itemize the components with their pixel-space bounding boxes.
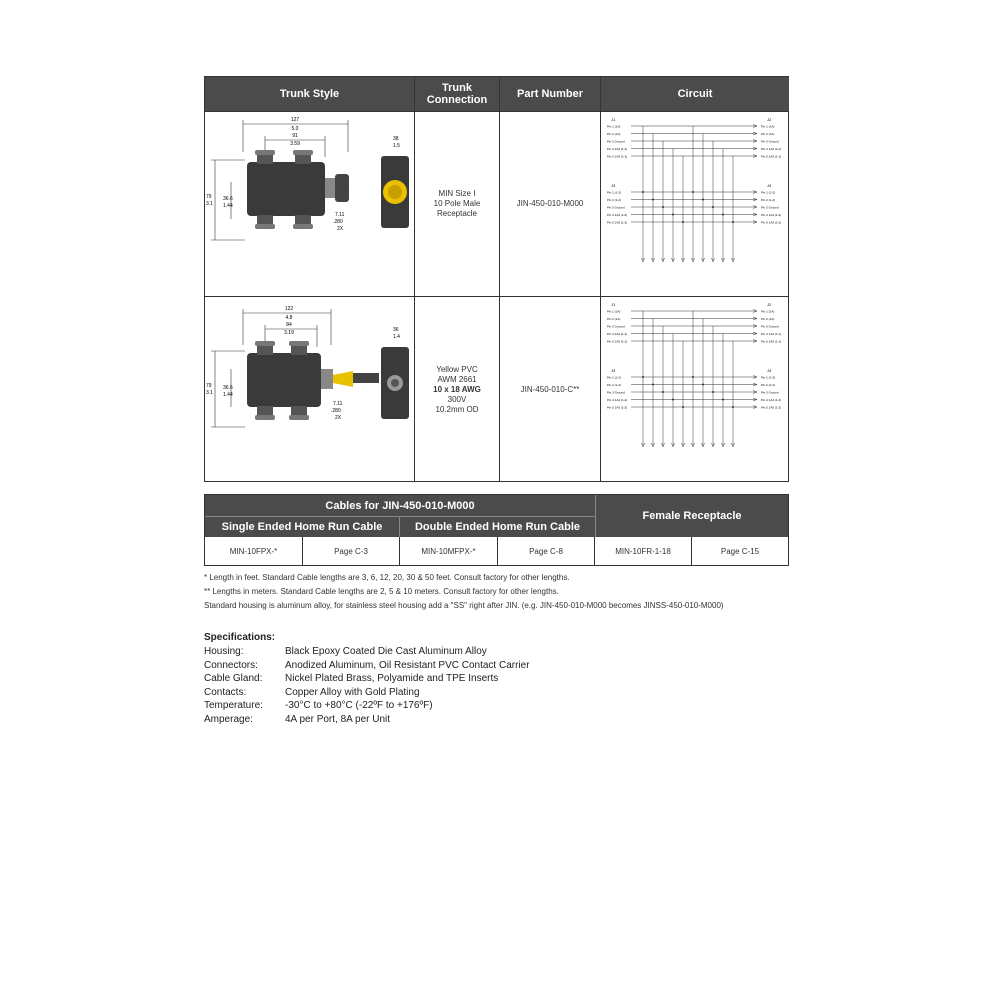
junction-drawing-receptacle (205, 112, 414, 296)
junction-dot (672, 214, 674, 216)
pin-label: Pin 3 Ground (607, 324, 625, 329)
single-ended-header: Single Ended Home Run Cable (205, 516, 400, 537)
dim-side-outer-in: 3.1 (206, 201, 213, 207)
connection-line: Receptacle (436, 209, 478, 218)
circuit-diagram-1 (601, 112, 789, 296)
junction-dot (642, 376, 644, 378)
dim-hole: 7.11 (333, 401, 343, 407)
dim-hole-in: .280 (331, 408, 341, 414)
dim-top-outer: 127 (290, 117, 300, 123)
dim-end-w-in: 1.5 (393, 143, 400, 149)
dim-top-inner: 91 (292, 133, 298, 139)
junction-dot (662, 391, 664, 393)
junction-dot (692, 191, 694, 193)
pin-label: Pin 2 (1A) (607, 132, 621, 136)
pin-label: Pin 3 Ground (761, 390, 779, 395)
pin-label: Pin 1 (1A) (607, 309, 621, 314)
end-view (381, 347, 409, 419)
junction-dot (672, 399, 674, 401)
part-number-1: JIN-450-010-M000 (516, 199, 584, 208)
note-meters: ** Lengths in meters. Standard Cable lengths are 2, 5 & 10 meters. Consult factory for other lengths. (204, 587, 559, 596)
dim-side-inner-in: 1.44 (223, 203, 233, 209)
pin-label: Pin 4 1A4 (1-1) (607, 147, 628, 151)
pin-label: Pin 1 (1-2) (761, 375, 776, 380)
connection-line: 10 Pole Male (433, 199, 481, 208)
pin-label: Pin 2 (1A) (761, 317, 775, 321)
spec-value: Black Epoxy Coated Die Cast Aluminum Alloy (285, 646, 487, 657)
part-number-2: JIN-450-010-C** (520, 384, 580, 394)
pin-label: Pin 5 1A5 (1-2) (761, 220, 782, 225)
spec-label: Connectors: (204, 659, 258, 671)
port-label: J4 (767, 183, 772, 188)
header-part-number: Part Number (500, 77, 600, 111)
spec-label: Temperature: (204, 700, 263, 711)
dim-side-inner: 36.6 (223, 385, 233, 391)
pin-label: Pin 1 (1-2) (607, 190, 622, 195)
pin-label: Pin 3 Ground (761, 205, 779, 210)
receptacle-page: Page C-15 (720, 546, 760, 556)
dim-top-outer: 122 (284, 306, 294, 312)
spec-label: Housing: (204, 646, 244, 657)
note-feet: * Length in feet. Standard Cable lengths are 3, 6, 12, 20, 30 & 50 feet. Consult factory for other lengths. (204, 573, 570, 582)
dim-side-inner-in: 1.44 (223, 392, 233, 398)
spec-value: -30°C to +80°C (-22ºF to +176ºF) (285, 700, 433, 711)
pin-label: Pin 4 1A4 (1-1) (761, 332, 782, 336)
junction-dot (652, 384, 654, 386)
spec-value: Copper Alloy with Gold Plating (285, 686, 420, 698)
pin-label: Pin 1 (1-2) (607, 375, 622, 380)
pin-label: Pin 1 (1-2) (761, 190, 776, 195)
port-label: J2 (767, 117, 772, 122)
pin-label: Pin 5 1A5 (1-1) (607, 339, 628, 344)
cable-page-double: Page C-8 (529, 546, 563, 556)
housing (247, 150, 349, 229)
spec-value: 4A per Port, 8A per Unit (285, 713, 391, 725)
circuit-diagram-2 (601, 297, 789, 482)
note-housing: Standard housing is aluminum alloy, for stainless steel housing add a "SS" right after JIN. (e.g. JIN-450-010-M000 becomes JINSS-450-010-M000) (204, 601, 724, 610)
pin-label: Pin 4 1A4 (1-2) (607, 398, 628, 402)
pin-label: Pin 2 (1-2) (761, 198, 776, 202)
junction-dot (732, 221, 734, 223)
junction-dot (652, 199, 654, 201)
pin-label: Pin 4 1A4 (1-2) (761, 213, 782, 217)
spec-label: Contacts: (204, 686, 247, 698)
junction-dot (722, 214, 724, 216)
pin-label: Pin 3 Ground (607, 205, 625, 210)
specs-title: Specifications: (204, 632, 276, 643)
junction-dot (692, 376, 694, 378)
spec-label: Amperage: (204, 713, 253, 725)
junction-dot (682, 406, 684, 408)
trunk-table (204, 76, 789, 482)
connection-line: MIN Size I (438, 189, 476, 198)
spec-label: Cable Gland: (204, 673, 263, 684)
junction-dot (662, 206, 664, 208)
dim-hole-in: .280 (333, 219, 343, 225)
junction-drawing-cable (205, 297, 414, 482)
pin-label: Pin 1 (1A) (761, 309, 775, 314)
receptacle-part: MIN-10FR-1-18 (615, 546, 671, 556)
pin-label: Pin 3 Ground (761, 324, 779, 329)
pin-label: Pin 2 (1-2) (761, 383, 776, 387)
pin-label: Pin 1 (1A) (761, 124, 775, 129)
dim-end-w: 36 (393, 327, 399, 333)
cables-table (204, 494, 789, 566)
pin-label: Pin 2 (1-2) (607, 383, 622, 387)
housing (247, 341, 379, 420)
junction-dot (732, 406, 734, 408)
pin-label: Pin 5 1A5 (1-2) (607, 405, 628, 410)
dim-end-w: 38 (393, 136, 399, 142)
dim-top-outer-in: 4.8 (285, 315, 293, 321)
dim-hole-qty: 2X (337, 226, 344, 232)
port-label: J3 (611, 368, 616, 373)
dim-top-inner: 84 (286, 322, 292, 328)
dim-end-w-in: 1.4 (393, 334, 400, 340)
spec-value: Anodized Aluminum, Oil Resistant PVC Contact Carrier (285, 659, 530, 671)
double-ended-header: Double Ended Home Run Cable (400, 516, 595, 537)
pin-label: Pin 4 1A4 (1-1) (761, 147, 782, 151)
dim-side-outer: 79 (206, 194, 212, 200)
pin-label: Pin 5 1A5 (1-1) (761, 154, 782, 159)
dim-hole: 7.11 (335, 212, 345, 218)
junction-dot (702, 384, 704, 386)
port-label: J1 (611, 117, 616, 122)
pin-label: Pin 3 Ground (761, 139, 779, 144)
junction-dot (702, 199, 704, 201)
connection-cell-2 (415, 297, 499, 482)
pin-label: Pin 5 1A5 (1-1) (607, 154, 628, 159)
connection-line: 300V (447, 394, 467, 404)
cable-part-single: MIN-10FPX-* (229, 546, 278, 556)
connection-line: 10 x 18 AWG (433, 384, 481, 394)
port-label: J3 (611, 183, 616, 188)
junction-dot (712, 206, 714, 208)
port-label: J4 (767, 368, 772, 373)
dim-top-inner-in: 3.19 (284, 330, 294, 336)
dim-top-outer-in: 5.0 (291, 126, 299, 132)
dim-side-outer-in: 3.1 (206, 390, 213, 396)
spec-value: Nickel Plated Brass, Polyamide and TPE Inserts (285, 673, 499, 684)
end-view (381, 156, 409, 228)
connection-cell-1 (415, 112, 499, 296)
pin-label: Pin 2 (1A) (607, 317, 621, 321)
cables-title: Cables for JIN-450-010-M000 (205, 495, 595, 516)
pin-label: Pin 3 Ground (607, 390, 625, 395)
port-label: J2 (767, 302, 772, 307)
pin-label: Pin 3 Ground (607, 139, 625, 144)
connection-line: 10.2mm OD (435, 404, 479, 414)
pin-label: Pin 5 1A5 (1-2) (761, 405, 782, 410)
connection-line: AWM 2661 (437, 374, 477, 384)
pin-label: Pin 5 1A5 (1-2) (607, 220, 628, 225)
junction-dot (712, 391, 714, 393)
cable-part-double: MIN-10MFPX-* (421, 546, 476, 556)
junction-dot (642, 191, 644, 193)
dim-side-outer: 79 (206, 383, 212, 389)
junction-dot (682, 221, 684, 223)
pin-label: Pin 1 (1A) (607, 124, 621, 129)
cable-page-single: Page C-3 (334, 546, 368, 556)
dim-side-inner: 36.6 (223, 196, 233, 202)
pin-label: Pin 5 1A5 (1-1) (761, 339, 782, 344)
header-circuit: Circuit (601, 77, 789, 111)
pin-label: Pin 2 (1A) (761, 132, 775, 136)
pin-label: Pin 4 1A4 (1-2) (761, 398, 782, 402)
header-trunk-connection: Trunk Connection (415, 77, 499, 111)
header-trunk-style: Trunk Style (205, 77, 414, 111)
port-label: J1 (611, 302, 616, 307)
pin-label: Pin 4 1A4 (1-1) (607, 332, 628, 336)
dim-top-inner-in: 3.59 (290, 141, 300, 147)
pin-label: Pin 4 1A4 (1-2) (607, 213, 628, 217)
dim-hole-qty: 2X (335, 415, 342, 421)
connection-line: Yellow PVC (436, 364, 478, 374)
female-header: Female Receptacle (595, 495, 788, 537)
pin-label: Pin 2 (1-2) (607, 198, 622, 202)
junction-dot (722, 399, 724, 401)
